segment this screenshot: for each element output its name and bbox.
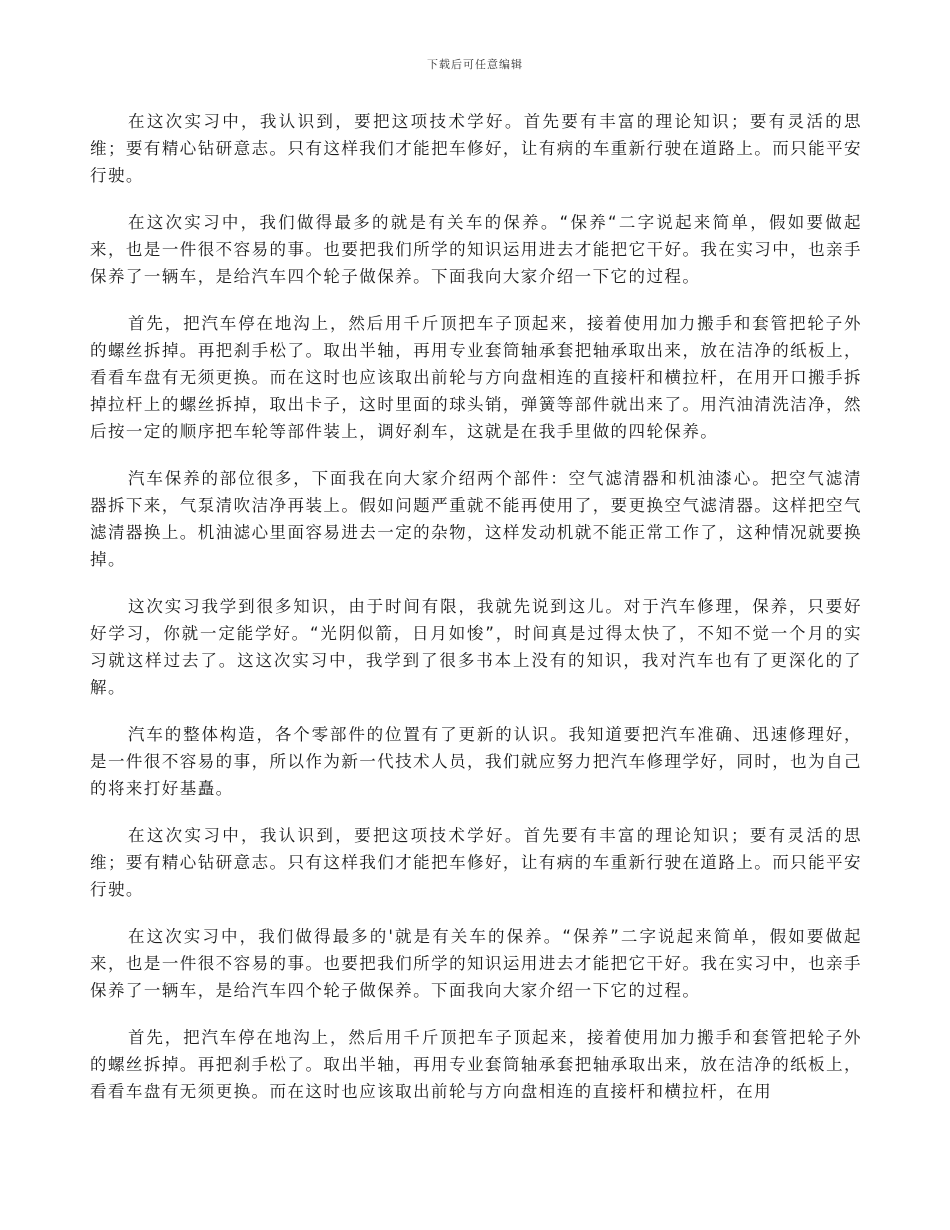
paragraph: 首先，把汽车停在地沟上，然后用千斤顶把车子顶起来，接着使用加力搬手和套管把轮子外的螺丝拆掉。再把刹手松了。取出半轴，再用专业套筒轴承套把轴承取出来，放在洁净的纸板上，看看车盘有无须更换。而在这时也应该取出前轮与方向盘相连的直接杆和横拉杆，在用 (90, 1028, 862, 1101)
page-header: 下载后可任意编辑 (427, 58, 523, 71)
paragraph: 汽车保养的部位很多，下面我在向大家介绍两个部件：空气滤清器和机油漆心。把空气滤清器拆下来，气泵清吹洁净再装上。假如问题严重就不能再使用了，要更换空气滤清器。这样把空气滤清器换上。机油滤心里面容易进去一定的杂物，这样发动机就不能正常工作了，这种情况就要换掉。 (90, 469, 862, 569)
document-body (90, 108, 862, 1125)
paragraph: 在这次实习中，我认识到，要把这项技术学好。首先要有丰富的理论知识；要有灵活的思维；要有精心钻研意志。只有这样我们才能把车修好，让有病的车重新行驶在道路上。而只能平安行驶。 (90, 826, 862, 899)
paragraph: 在这次实习中，我们做得最多的'就是有关车的保养。“保养”二字说起来简单，假如要做起来，也是一件很不容易的事。也要把我们所学的知识运用进去才能把它干好。我在实习中，也亲手保养了一辆车，是给汽车四个轮子做保养。下面我向大家介绍一下它的过程。 (90, 927, 862, 1000)
paragraph: 这次实习我学到很多知识，由于时间有限，我就先说到这儿。对于汽车修理，保养，只要好好学习，你就一定能学好。“光阴似箭，日月如悛”，时间真是过得太快了，不知不觉一个月的实习就这样过去了。这这次实习中，我学到了很多书本上没有的知识，我对汽车也有了更深化的了解。 (90, 597, 862, 697)
paragraph: 在这次实习中，我认识到，要把这项技术学好。首先要有丰富的理论知识；要有灵活的思维；要有精心钻研意志。只有这样我们才能把车修好，让有病的车重新行驶在道路上。而只能平安行驶。 (90, 112, 862, 185)
paragraph: 在这次实习中，我们做得最多的就是有关车的保养。“保养“二字说起来简单，假如要做起来，也是一件很不容易的事。也要把我们所学的知识运用进去才能把它干好。我在实习中，也亲手保养了一辆车，是给汽车四个轮子做保养。下面我向大家介绍一下它的过程。 (90, 213, 862, 286)
paragraph: 汽车的整体构造，各个零部件的位置有了更新的认识。我知道要把汽车准确、迅速修理好，是一件很不容易的事，所以作为新一代技术人员，我们就应努力把汽车修理学好，同时，也为自己的将来打好基矗。 (90, 725, 862, 798)
paragraph: 首先，把汽车停在地沟上，然后用千斤顶把车子顶起来，接着使用加力搬手和套管把轮子外的螺丝拆掉。再把刹手松了。取出半轴，再用专业套筒轴承套把轴承取出来，放在洁净的纸板上，看看车盘有无须更换。而在这时也应该取出前轮与方向盘相连的直接杆和横拉杆，在用开口搬手拆掉拉杆上的螺丝拆掉，取出卡子，这时里面的球头销，弹簧等部件就出来了。用汽油清洗洁净，然后按一定的顺序把车轮等部件装上，调好刹车，这就是在我手里做的四轮保养。 (90, 314, 862, 441)
